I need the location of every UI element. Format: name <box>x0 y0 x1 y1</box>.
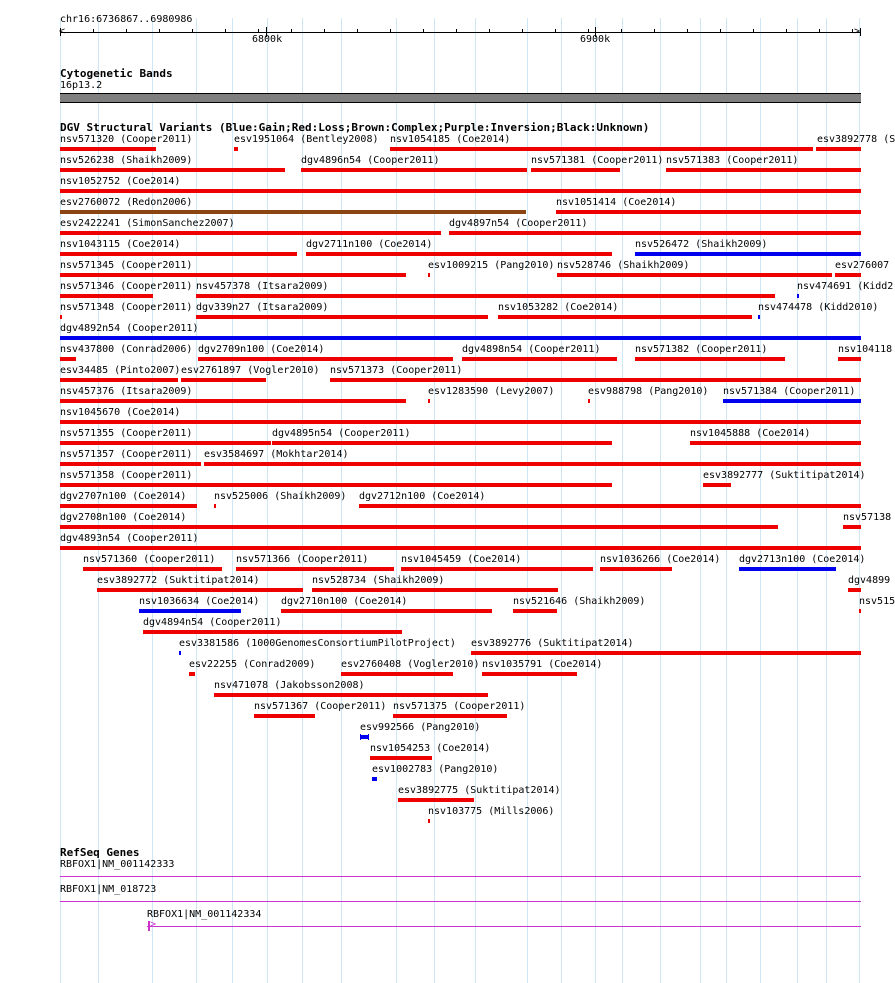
sv-bar-loss[interactable] <box>428 273 430 277</box>
ruler-minor-tick <box>621 29 622 32</box>
sv-bar-loss[interactable] <box>234 147 238 151</box>
sv-bar-loss[interactable] <box>370 756 432 760</box>
sv-label[interactable]: nsv103775 (Mills2006) <box>428 806 555 817</box>
sv-bar-loss[interactable] <box>666 168 861 172</box>
sv-label[interactable]: nsv571358 (Cooper2011) <box>60 470 193 481</box>
sv-label[interactable]: nsv571373 (Cooper2011) <box>330 365 463 376</box>
sv-label[interactable]: nsv1043115 (Coe2014) <box>60 239 181 250</box>
sv-label[interactable]: dgv4899 <box>848 575 891 586</box>
sv-label[interactable]: dgv2708n100 (Coe2014) <box>60 512 187 523</box>
sv-label[interactable]: dgv339n27 (Itsara2009) <box>196 302 329 313</box>
sv-bar-loss[interactable] <box>393 714 507 718</box>
sv-bar-loss[interactable] <box>60 189 861 193</box>
sv-label[interactable]: nsv457378 (Itsara2009) <box>196 281 329 292</box>
sv-bar-loss[interactable] <box>143 630 402 634</box>
sv-bar-loss[interactable] <box>60 546 861 550</box>
ruler-minor-tick <box>687 29 688 32</box>
sv-label[interactable]: nsv526472 (Shaikh2009) <box>635 239 768 250</box>
cytoband-label: 16p13.2 <box>60 80 103 91</box>
sv-bar-loss[interactable] <box>359 504 861 508</box>
sv-label[interactable]: nsv528734 (Shaikh2009) <box>312 575 445 586</box>
sv-bar-loss[interactable] <box>859 609 861 613</box>
sv-label[interactable]: dgv2707n100 (Coe2014) <box>60 491 187 502</box>
sv-label[interactable]: nsv571360 (Cooper2011) <box>83 554 216 565</box>
sv-bar-loss[interactable] <box>843 525 861 529</box>
sv-label[interactable]: nsv571355 (Cooper2011) <box>60 428 193 439</box>
ruler-minor-tick <box>489 29 490 32</box>
sv-label[interactable]: esv1951064 (Bentley2008) <box>234 134 379 145</box>
sv-bar-loss[interactable] <box>838 357 861 361</box>
sv-bar-loss[interactable] <box>198 357 453 361</box>
ruler-minor-tick <box>192 29 193 32</box>
sv-bar-loss[interactable] <box>557 273 832 277</box>
sv-bar-loss[interactable] <box>189 672 195 676</box>
sv-bar-loss[interactable] <box>428 819 430 823</box>
grid-line <box>826 18 827 983</box>
ruler-arrow: < <box>59 26 66 37</box>
sv-bar-loss[interactable] <box>60 483 612 487</box>
sv-label[interactable]: esv2760408 (Vogler2010) <box>341 659 480 670</box>
sv-bar-loss[interactable] <box>196 294 775 298</box>
ruler-tick-label: 6800k <box>252 34 283 45</box>
sv-bar-loss[interactable] <box>556 210 861 214</box>
ruler-minor-tick <box>852 29 853 32</box>
sv-bar-loss[interactable] <box>312 588 558 592</box>
sv-bar-loss[interactable] <box>835 273 861 277</box>
sv-label[interactable]: dgv4895n54 (Cooper2011) <box>272 428 411 439</box>
sv-label[interactable]: esv2422241 (SimonSanchez2007) <box>60 218 235 229</box>
sv-label[interactable]: nsv571366 (Cooper2011) <box>236 554 369 565</box>
sv-bar-loss[interactable] <box>341 672 453 676</box>
sv-label[interactable]: nsv571320 (Cooper2011) <box>60 134 193 145</box>
sv-label[interactable]: nsv521646 (Shaikh2009) <box>513 596 646 607</box>
cytoband-track-title[interactable]: Cytogenetic Bands <box>60 67 173 80</box>
sv-bar-loss[interactable] <box>531 168 620 172</box>
sv-label[interactable]: dgv4892n54 (Cooper2011) <box>60 323 199 334</box>
sv-bar-loss[interactable] <box>60 273 406 277</box>
sv-bar-loss[interactable] <box>60 399 406 403</box>
sv-label[interactable]: esv3892775 (Suktitipat2014) <box>398 785 561 796</box>
sv-bar-loss[interactable] <box>60 504 197 508</box>
sv-label[interactable]: nsv1035791 (Coe2014) <box>482 659 603 670</box>
sv-bar-loss[interactable] <box>690 441 861 445</box>
sv-bar-loss[interactable] <box>330 378 861 382</box>
sv-bar-gain[interactable] <box>179 651 181 655</box>
ruler-minor-tick <box>786 29 787 32</box>
sv-bar-loss[interactable] <box>816 147 861 151</box>
sv-label[interactable]: nsv571367 (Cooper2011) <box>254 701 387 712</box>
sv-bar-loss[interactable] <box>635 357 785 361</box>
sv-label[interactable]: dgv2713n100 (Coe2014) <box>739 554 866 565</box>
sv-bar-loss[interactable] <box>97 588 303 592</box>
sv-bar-gain[interactable] <box>797 294 799 298</box>
sv-bar-loss[interactable] <box>513 609 557 613</box>
sv-label[interactable]: nsv571346 (Cooper2011) <box>60 281 193 292</box>
ruler-axis <box>60 32 861 33</box>
sv-label[interactable]: esv1009215 (Pang2010) <box>428 260 555 271</box>
sv-bar-complex[interactable] <box>60 210 526 214</box>
sv-label[interactable]: nsv437800 (Conrad2006) <box>60 344 193 355</box>
sv-label[interactable]: dgv4897n54 (Cooper2011) <box>449 218 588 229</box>
ruler-minor-tick <box>423 29 424 32</box>
sv-label[interactable]: nsv571382 (Cooper2011) <box>635 344 768 355</box>
sv-bar-loss[interactable] <box>471 651 861 655</box>
sv-label[interactable]: esv3892778 (S <box>817 134 895 145</box>
sv-bar-loss[interactable] <box>60 252 297 256</box>
ruler-minor-tick <box>588 29 589 32</box>
gene-intron-line[interactable] <box>147 926 861 927</box>
sv-end-tick <box>368 734 369 740</box>
sv-label[interactable]: nsv571375 (Cooper2011) <box>393 701 526 712</box>
sv-label[interactable]: nsv525006 (Shaikh2009) <box>214 491 347 502</box>
sv-label[interactable]: esv1002783 (Pang2010) <box>372 764 499 775</box>
ruler-minor-tick <box>159 29 160 32</box>
gene-intron-line[interactable] <box>60 901 861 902</box>
sv-label[interactable]: nsv571384 (Cooper2011) <box>723 386 856 397</box>
grid-line <box>527 18 528 983</box>
sv-label[interactable]: esv988798 (Pang2010) <box>588 386 709 397</box>
sv-label[interactable]: esv3892777 (Suktitipat2014) <box>703 470 866 481</box>
sv-label[interactable]: dgv2711n100 (Coe2014) <box>306 239 433 250</box>
sv-label[interactable]: nsv1045670 (Coe2014) <box>60 407 181 418</box>
sv-label[interactable]: esv992566 (Pang2010) <box>360 722 481 733</box>
sv-label[interactable]: nsv571357 (Cooper2011) <box>60 449 193 460</box>
sv-label[interactable]: nsv526238 (Shaikh2009) <box>60 155 193 166</box>
sv-label[interactable]: nsv474691 (Kidd2 <box>797 281 894 292</box>
gene-label[interactable]: RBFOX1|NM_001142334 <box>147 909 262 920</box>
sv-label[interactable]: dgv2709n100 (Coe2014) <box>198 344 325 355</box>
gene-label[interactable]: RBFOX1|NM_018723 <box>60 884 157 895</box>
sv-bar-loss[interactable] <box>449 231 861 235</box>
sv-bar-loss[interactable] <box>600 567 672 571</box>
ruler-minor-tick <box>291 29 292 32</box>
sv-bar-loss[interactable] <box>301 168 527 172</box>
sv-label[interactable]: nsv1054253 (Coe2014) <box>370 743 491 754</box>
sv-label[interactable]: dgv4894n54 (Cooper2011) <box>143 617 282 628</box>
sv-bar-loss[interactable] <box>254 714 315 718</box>
sv-label[interactable]: nsv471078 (Jakobsson2008) <box>214 680 365 691</box>
sv-label[interactable]: nsv1051414 (Coe2014) <box>556 197 677 208</box>
sv-bar-loss[interactable] <box>60 147 156 151</box>
sv-bar-loss[interactable] <box>60 168 285 172</box>
ruler-minor-tick <box>357 29 358 32</box>
sv-label[interactable]: esv3584697 (Mokhtar2014) <box>204 449 349 460</box>
sv-label[interactable]: nsv1045459 (Coe2014) <box>401 554 522 565</box>
sv-label[interactable]: nsv1036634 (Coe2014) <box>139 596 260 607</box>
sv-label[interactable]: esv276007 <box>835 260 890 271</box>
sv-bar-loss[interactable] <box>83 567 222 571</box>
ruler-minor-tick <box>555 29 556 32</box>
ruler-minor-tick <box>456 29 457 32</box>
ruler-arrow: > <box>854 26 861 37</box>
sv-bar-loss[interactable] <box>848 588 861 592</box>
sv-label[interactable]: nsv528746 (Shaikh2009) <box>557 260 690 271</box>
dgv-track-title[interactable]: DGV Structural Variants (Blue:Gain;Red:Loss;Brown:Complex;Purple:Inversion;Black:Unknown) <box>60 121 650 134</box>
sv-label[interactable]: nsv57138 <box>843 512 892 523</box>
sv-bar-loss[interactable] <box>390 147 813 151</box>
refseq-track-title[interactable]: RefSeq Genes <box>60 846 140 859</box>
ruler-position: chr16:6736867..6980986 <box>60 14 193 25</box>
ruler-minor-tick <box>225 29 226 32</box>
sv-label[interactable]: esv22255 (Conrad2009) <box>189 659 316 670</box>
sv-bar-loss[interactable] <box>60 441 271 445</box>
sv-label[interactable]: esv3892776 (Suktitipat2014) <box>471 638 634 649</box>
sv-bar-loss[interactable] <box>214 504 216 508</box>
sv-bar-loss[interactable] <box>462 357 617 361</box>
ruler-minor-tick <box>324 29 325 32</box>
sv-bar-loss[interactable] <box>428 399 430 403</box>
sv-label[interactable]: nsv515 <box>859 596 895 607</box>
sv-bar-loss[interactable] <box>60 294 153 298</box>
sv-label[interactable]: nsv1053282 (Coe2014) <box>498 302 619 313</box>
gene-strand-arrow: > <box>150 919 157 930</box>
sv-bar-gain[interactable] <box>723 399 861 403</box>
sv-bar-loss[interactable] <box>204 462 861 466</box>
sv-label[interactable]: dgv4893n54 (Cooper2011) <box>60 533 199 544</box>
ruler-minor-tick <box>720 29 721 32</box>
sv-label[interactable]: nsv474478 (Kidd2010) <box>758 302 879 313</box>
sv-label[interactable]: esv3381586 (1000GenomesConsortiumPilotProject) <box>179 638 456 649</box>
ruler-minor-tick <box>654 29 655 32</box>
sv-bar-gain[interactable] <box>635 252 861 256</box>
sv-bar-gain[interactable] <box>372 777 377 781</box>
cytoband-bar[interactable] <box>60 93 861 103</box>
sv-bar-loss[interactable] <box>482 672 577 676</box>
sv-label[interactable]: nsv1052752 (Coe2014) <box>60 176 181 187</box>
sv-label[interactable]: nsv1054185 (Coe2014) <box>390 134 511 145</box>
sv-label[interactable]: dgv2712n100 (Coe2014) <box>359 491 486 502</box>
sv-bar-gain[interactable] <box>739 567 836 571</box>
sv-bar-loss[interactable] <box>60 315 62 319</box>
sv-bar-loss[interactable] <box>306 252 612 256</box>
sv-label[interactable]: nsv104118 <box>838 344 893 355</box>
ruler-minor-tick <box>93 29 94 32</box>
sv-label[interactable]: dgv4898n54 (Cooper2011) <box>462 344 601 355</box>
sv-end-tick <box>360 734 361 740</box>
gene-label[interactable]: RBFOX1|NM_001142333 <box>60 859 175 870</box>
sv-bar-loss[interactable] <box>498 315 752 319</box>
ruler-minor-tick <box>126 29 127 32</box>
sv-label[interactable]: nsv457376 (Itsara2009) <box>60 386 193 397</box>
ruler-minor-tick <box>258 29 259 32</box>
sv-bar-loss[interactable] <box>236 567 394 571</box>
ruler-tick <box>860 28 861 36</box>
sv-label[interactable]: nsv571383 (Cooper2011) <box>666 155 799 166</box>
sv-label[interactable]: esv34485 (Pinto2007) <box>60 365 181 376</box>
grid-line <box>859 18 860 983</box>
sv-bar-loss[interactable] <box>181 378 266 382</box>
ruler-minor-tick <box>522 29 523 32</box>
sv-label[interactable]: dgv2710n100 (Coe2014) <box>281 596 408 607</box>
ruler-minor-tick <box>390 29 391 32</box>
sv-bar-loss[interactable] <box>60 357 76 361</box>
sv-bar-gain[interactable] <box>758 315 760 319</box>
sv-label[interactable]: esv1283590 (Levy2007) <box>428 386 555 397</box>
grid-line <box>196 18 197 983</box>
ruler-minor-tick <box>819 29 820 32</box>
gene-intron-line[interactable] <box>60 876 861 877</box>
sv-bar-loss[interactable] <box>60 420 861 424</box>
sv-label[interactable]: nsv571345 (Cooper2011) <box>60 260 193 271</box>
sv-label[interactable]: nsv571348 (Cooper2011) <box>60 302 193 313</box>
sv-bar-loss[interactable] <box>401 567 593 571</box>
sv-label[interactable]: esv2760072 (Redon2006) <box>60 197 193 208</box>
sv-bar-loss[interactable] <box>272 441 612 445</box>
sv-bar-gain[interactable] <box>60 336 861 340</box>
sv-label[interactable]: nsv571381 (Cooper2011) <box>531 155 664 166</box>
sv-label[interactable]: dgv4896n54 (Cooper2011) <box>301 155 440 166</box>
sv-label[interactable]: esv3892772 (Suktitipat2014) <box>97 575 260 586</box>
sv-bar-gain[interactable] <box>139 609 241 613</box>
ruler-tick-label: 6900k <box>580 34 611 45</box>
sv-label[interactable]: esv2761897 (Vogler2010) <box>181 365 320 376</box>
sv-bar-loss[interactable] <box>588 399 590 403</box>
sv-bar-loss[interactable] <box>214 693 488 697</box>
sv-bar-loss[interactable] <box>60 378 178 382</box>
ruler-minor-tick <box>753 29 754 32</box>
sv-bar-loss[interactable] <box>60 462 201 466</box>
sv-bar-loss[interactable] <box>281 609 492 613</box>
sv-label[interactable]: nsv1045888 (Coe2014) <box>690 428 811 439</box>
sv-link <box>360 736 369 737</box>
sv-bar-loss[interactable] <box>703 483 731 487</box>
sv-bar-loss[interactable] <box>398 798 474 802</box>
sv-bar-loss[interactable] <box>60 231 441 235</box>
sv-bar-loss[interactable] <box>60 525 778 529</box>
sv-bar-loss[interactable] <box>196 315 488 319</box>
sv-label[interactable]: nsv1036266 (Coe2014) <box>600 554 721 565</box>
